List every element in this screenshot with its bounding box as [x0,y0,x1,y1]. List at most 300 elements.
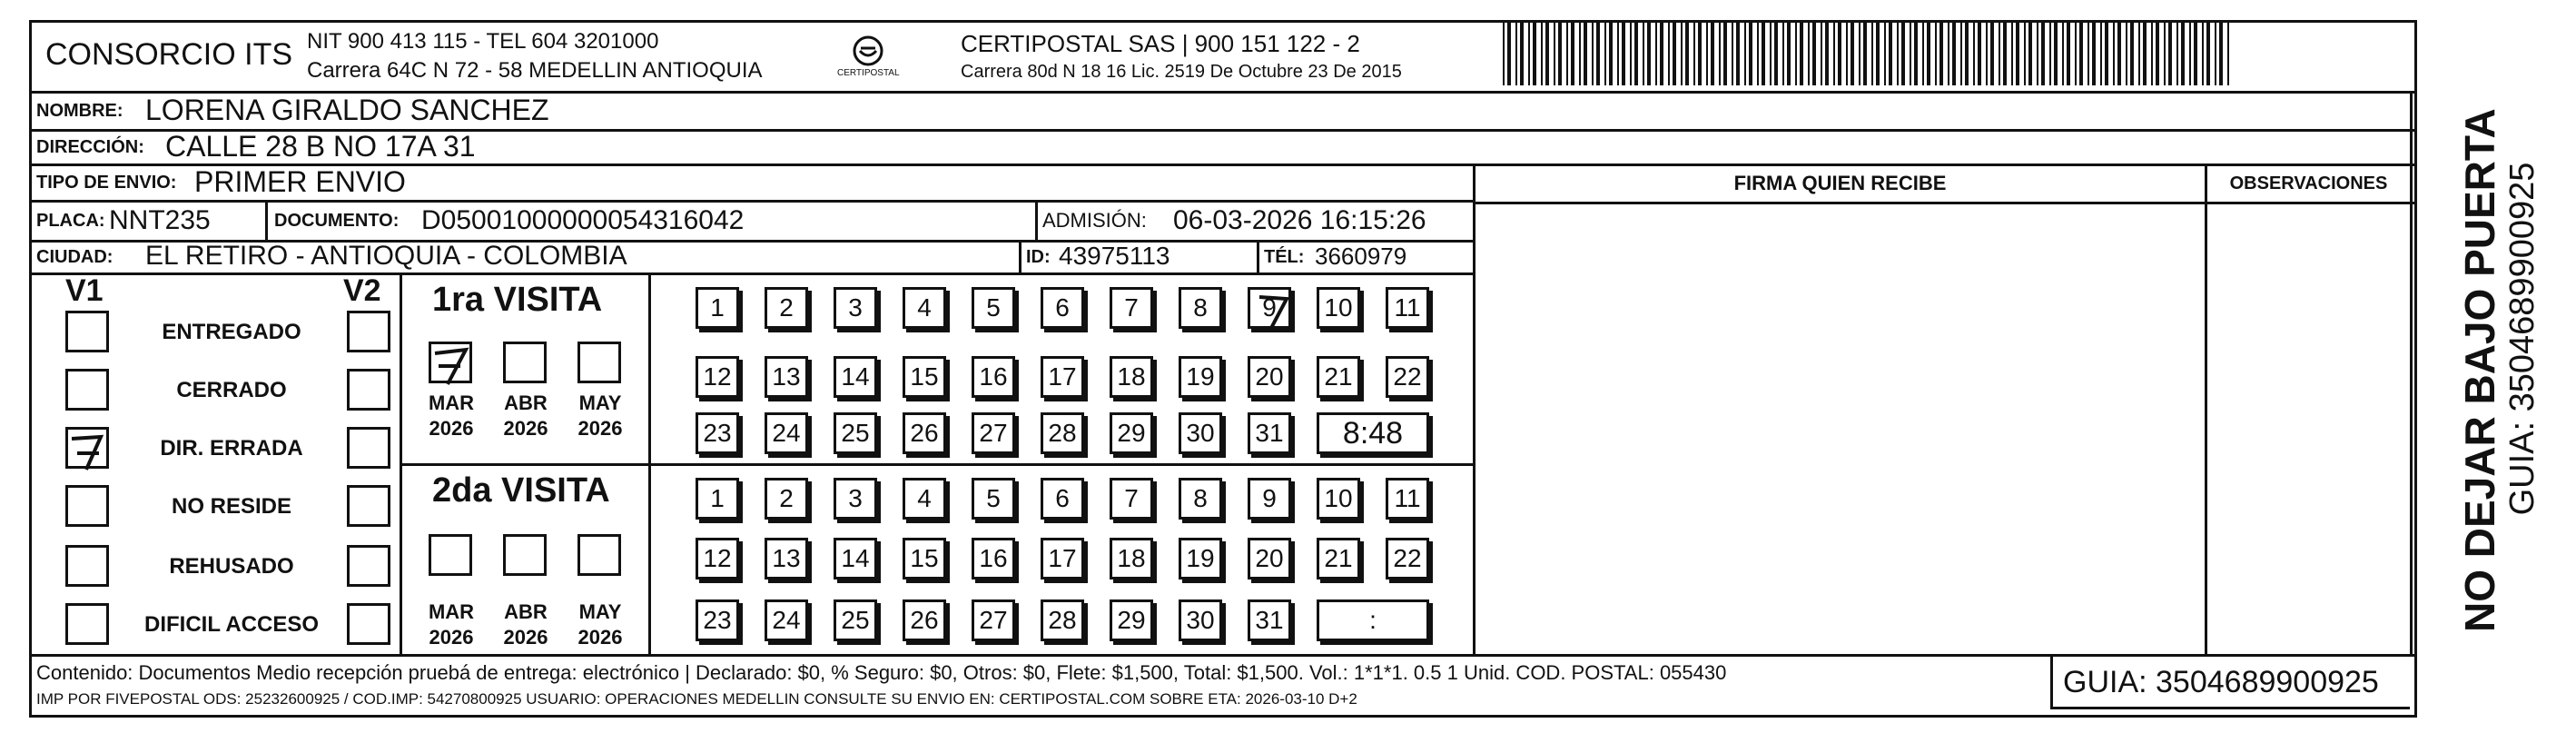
ciudad-value: EL RETIRO - ANTIOQUIA - COLOMBIA [145,241,627,271]
day-number: 4 [917,484,932,512]
row-divider [29,272,1473,275]
day-box[interactable] [1248,412,1291,454]
day-box[interactable] [1041,478,1084,520]
barcode-bar [2075,20,2077,85]
day-box[interactable] [972,356,1015,398]
day-box[interactable] [834,599,877,641]
day-box[interactable] [765,412,808,454]
barcode-bar [1884,20,1886,85]
footer-guia-divider [2050,654,2053,708]
admision-label: ADMISIÓN: [1042,209,1147,232]
barcode-bar [2011,20,2013,85]
status-label: NO RESIDE [171,494,292,519]
v2-checkbox[interactable] [347,311,390,352]
barcode-bar [1808,20,1810,85]
barcode-bar [1507,20,1511,85]
placa-value: NNT235 [109,205,211,235]
observaciones-header: OBSERVACIONES [2229,173,2388,193]
v2-header: V2 [343,274,381,307]
barcode-bar [2227,20,2229,85]
barcode-bar [1901,20,1905,85]
v2-checkbox[interactable] [347,603,390,645]
barcode-bar [1774,20,1778,85]
month-year: 2026 [577,626,623,649]
placa-label: PLACA: [36,210,105,231]
barcode-bar [1821,20,1822,85]
day-box[interactable] [696,599,739,641]
barcode-bar [1825,20,1829,85]
nombre-value: LORENA GIRALDO SANCHEZ [145,93,549,126]
day-number: 23 [703,606,732,634]
firma-header: FIRMA QUIEN RECIBE [1733,172,1947,194]
barcode-bar [1545,20,1549,85]
day-box[interactable] [765,599,808,641]
barcode-bar [1965,20,1969,85]
barcode-bar [1889,20,1892,85]
day-number: 12 [703,544,732,572]
v2-checkbox[interactable] [347,427,390,469]
day-number: 29 [1117,419,1146,447]
v2-checkbox[interactable] [347,369,390,411]
barcode-bar [1685,20,1689,85]
day-number: 31 [1255,606,1284,634]
day-box[interactable] [1179,287,1222,329]
day-number: 10 [1324,293,1353,322]
day-box[interactable] [972,599,1015,641]
barcode-bar [2168,20,2172,85]
month-name: ABR [504,391,548,414]
barcode-bar [1787,20,1791,85]
barcode-bar [1757,20,1759,85]
time-box[interactable]: 8:48 [1317,412,1429,454]
barcode-bar [2117,20,2121,85]
barcode-bar [1782,20,1784,85]
barcode-bar [1973,20,1975,85]
v1-checkbox[interactable] [65,369,109,411]
barcode-bar [1528,20,1530,85]
barcode-bar [2092,20,2096,85]
day-box[interactable] [1110,599,1153,641]
day-box[interactable] [1317,478,1360,520]
day-box[interactable] [1110,356,1153,398]
day-number: 24 [772,606,801,634]
day-box[interactable] [834,538,877,580]
barcode-bar [1859,20,1860,85]
barcode-bar [1749,20,1752,85]
day-box[interactable] [1248,478,1291,520]
status-label: DIR. ERRADA [160,436,303,461]
day-number: 1 [710,484,725,512]
barcode-bar [1515,20,1517,85]
month-checkbox[interactable] [577,534,621,576]
day-number: 8 [1193,293,1208,322]
barcode-bar [1999,20,2000,85]
day-box[interactable] [834,287,877,329]
barcode-bar [2067,20,2070,85]
day-number: 6 [1055,484,1070,512]
day-box[interactable] [1386,356,1429,398]
day-number: 31 [1255,419,1284,447]
day-number: 3 [848,484,863,512]
barcode-bar [2219,20,2223,85]
day-number: 8 [1193,484,1208,512]
day-box[interactable] [903,356,946,398]
month-name: MAY [578,600,622,623]
day-box[interactable] [1041,412,1084,454]
barcode-bar [1558,20,1562,85]
barcode-bar [1533,20,1536,85]
barcode-bar [1566,20,1568,85]
month-year: 2026 [503,417,548,440]
day-number: 18 [1117,544,1146,572]
v2-checkbox[interactable] [347,485,390,527]
v2-checkbox[interactable] [347,545,390,587]
day-number: 17 [1048,544,1077,572]
status-label: DIFICIL ACCESO [143,612,319,637]
day-box[interactable] [765,538,808,580]
month-checkbox[interactable] [429,534,472,576]
barcode-bar [1604,20,1606,85]
v1-checkbox[interactable] [65,311,109,352]
barcode-bar [2037,20,2038,85]
status-label: REHUSADO [169,554,294,579]
barcode-bar [1897,20,1899,85]
day-number: 25 [841,606,870,634]
barcode-bar [1986,20,1988,85]
day-box[interactable] [1317,538,1360,580]
day-number: 17 [1048,362,1077,391]
day-number: 5 [986,293,1001,322]
month-checkbox[interactable] [577,342,621,383]
barcode-bar [1876,20,1880,85]
month-label [494,391,558,441]
barcode-bar [1660,20,1663,85]
day-box[interactable] [696,356,739,398]
barcode-bar [1762,20,1765,85]
day-number: 15 [910,544,939,572]
v1-header: V1 [65,274,104,307]
day-box[interactable] [1248,538,1291,580]
day-box[interactable] [1179,599,1222,641]
barcode-bar [1990,20,1994,85]
v1-checkbox[interactable] [65,603,109,645]
day-box[interactable] [834,356,877,398]
documento-label: DOCUMENTO: [274,210,400,231]
barcode-bar [1871,20,1873,85]
day-box[interactable] [1179,412,1222,454]
barcode-bar [1927,20,1930,85]
id-value: 43975113 [1059,242,1170,270]
day-number: 24 [772,419,801,447]
day-box[interactable] [972,478,1015,520]
barcode-bar [1770,20,1772,85]
day-box[interactable] [1317,287,1360,329]
barcode-bar [1634,20,1638,85]
barcode-bar [2202,20,2204,85]
month-year: 2026 [429,626,474,649]
barcode-bar [1706,20,1708,85]
time-box[interactable]: : [1317,599,1429,641]
barcode-bar [1681,20,1683,85]
barcode-bar [2105,20,2108,85]
barcode-bar [1922,20,1924,85]
barcode-bar [2054,20,2058,85]
barcode-bar [2194,20,2197,85]
day-box[interactable] [1041,287,1084,329]
day-number: 5 [986,484,1001,512]
day-box[interactable] [696,287,739,329]
direccion-label: DIRECCIÓN: [36,136,144,157]
month-label [419,599,483,650]
barcode-bar [1643,20,1644,85]
barcode-bar [1833,20,1835,85]
v1-checkbox[interactable] [65,485,109,527]
day-number: 2 [779,484,794,512]
id-divider [1019,240,1022,272]
day-number: 1 [710,293,725,322]
day-number: 22 [1393,362,1422,391]
placa-divider [265,200,268,240]
footer-imp: IMP POR FIVEPOSTAL ODS: 25232600925 / COD.IMP: 54270800925 USUARIO: OPERACIONES MEDELLIN CONSULTE SU ENVIO EN: CERTIPOSTAL.COM SOBRE ETA: 2026-03-10 D+2 [36,690,1357,708]
day-box[interactable] [1386,478,1429,520]
barcode-bar [1554,20,1555,85]
day-number: 14 [841,544,870,572]
barcode-bar [1960,20,1962,85]
handwritten-mark-icon [431,344,475,386]
day-box[interactable] [1179,538,1222,580]
barcode-bar [1812,20,1816,85]
barcode-bar [2041,20,2045,85]
barcode-bar [1732,20,1733,85]
day-box[interactable] [696,478,739,520]
barcode-bar [1952,20,1956,85]
barcode-bar [2062,20,2064,85]
day-number: 30 [1186,606,1215,634]
barcode-bar [2189,20,2191,85]
documento-value: D05001000000054316042 [421,205,745,235]
day-box[interactable] [972,538,1015,580]
month-name: ABR [504,600,548,623]
day-number: 13 [772,362,801,391]
day-box[interactable] [834,478,877,520]
day-box[interactable] [696,538,739,580]
barcode-bar [1723,20,1727,85]
day-box[interactable] [696,412,739,454]
barcode-bar [1851,20,1854,85]
barcode-bar [1609,20,1613,85]
day-box[interactable] [903,412,946,454]
month-name: MAR [428,391,475,414]
day-box[interactable] [972,287,1015,329]
day-number: 21 [1324,544,1353,572]
month-label [568,391,632,441]
day-box[interactable] [1041,356,1084,398]
company-name: CONSORCIO ITS [45,36,293,72]
day-number: 6 [1055,293,1070,322]
month-name: MAR [428,600,475,623]
row-divider [29,654,2417,657]
day-number: 13 [772,544,801,572]
day-box[interactable] [1248,599,1291,641]
barcode-bar [1698,20,1702,85]
day-box[interactable] [1179,356,1222,398]
admision-value: 06-03-2026 16:15:26 [1173,205,1426,235]
day-number: 3 [848,293,863,322]
barcode-bar [1935,20,1937,85]
barcode-bar [1541,20,1543,85]
barcode-bar [1719,20,1721,85]
day-number: 25 [841,419,870,447]
day-box[interactable] [1317,356,1360,398]
barcode-bar [2215,20,2216,85]
barcode-bar [1571,20,1574,85]
v1-checkbox[interactable] [65,545,109,587]
barcode-bar [2138,20,2140,85]
barcode-bar [1795,20,1797,85]
barcode-bar [1668,20,1670,85]
day-number: 19 [1186,362,1215,391]
day-box[interactable] [1248,356,1291,398]
day-box[interactable] [1386,287,1429,329]
barcode-bar [2126,20,2127,85]
tel-label: TÉL: [1264,246,1305,267]
company-details-2: Carrera 64C N 72 - 58 MEDELLIN ANTIOQUIA [307,58,763,83]
side-panel-border [2410,91,2413,654]
barcode-bar [2028,20,2032,85]
day-number: 12 [703,362,732,391]
admision-divider [1035,200,1038,240]
day-box[interactable] [1110,478,1153,520]
barcode-bar [1592,20,1594,85]
visit-row-divider [400,463,1473,466]
barcode-bar [1948,20,1949,85]
day-box[interactable] [903,478,946,520]
tipo-envio-value: PRIMER ENVIO [194,164,406,198]
footer-content: Contenido: Documentos Medio recepción pruebá de entrega: electrónico | Declarado: $0, % Seguro: $0, Otros: $0, Flete: $1,500, Total: $1,500. Vol.: 1*1*1. 0.5 1 Unid. COD. POSTAL: 055430 [36,661,1727,684]
day-box[interactable] [765,287,808,329]
day-number: 9 [1262,484,1277,512]
day-number: 27 [979,606,1008,634]
direccion-value: CALLE 28 B NO 17A 31 [165,129,476,163]
day-box[interactable] [903,287,946,329]
day-number: 16 [979,362,1008,391]
barcode-bar [2151,20,2153,85]
month-name: MAY [578,391,622,414]
day-box[interactable] [903,599,946,641]
ciudad-label: CIUDAD: [36,246,114,267]
side-guia-text: GUIA: 3504689900925 [2503,162,2541,516]
day-number: 2 [779,293,794,322]
day-number: 29 [1117,606,1146,634]
barcode-bar [2130,20,2134,85]
barcode-bar [2181,20,2185,85]
day-box[interactable] [1386,538,1429,580]
day-number: 22 [1393,544,1422,572]
day-box[interactable] [765,478,808,520]
month-label [419,391,483,441]
barcode-bar [1596,20,1600,85]
barcode-bar [1978,20,1981,85]
day-number: 11 [1394,293,1421,322]
row-divider [1473,202,2417,204]
day-box[interactable] [972,412,1015,454]
id-label: ID: [1026,246,1051,267]
no-dejar-text: NO DEJAR BAJO PUERTA [2456,108,2503,632]
barcode-bar [2206,20,2210,85]
barcode-bar [2016,20,2019,85]
month-checkbox[interactable] [503,534,547,576]
v1-checkbox[interactable] [65,427,109,469]
tipo-envio-label: TIPO DE ENVIO: [36,172,177,193]
barcode-bar [1647,20,1651,85]
side-notice [2415,109,2551,654]
month-checkbox[interactable] [429,342,472,383]
handwritten-mark-icon [1250,290,1294,332]
barcode-bar [1744,20,1746,85]
day-number: 7 [1124,293,1139,322]
barcode-bar [1863,20,1867,85]
day-box[interactable] [1248,287,1291,329]
barcode-bar [2176,20,2178,85]
day-number: 14 [841,362,870,391]
day-box[interactable] [1110,287,1153,329]
status-label: CERRADO [176,378,287,402]
barcode-bar [1503,20,1505,85]
day-box[interactable] [1110,412,1153,454]
month-checkbox[interactable] [503,342,547,383]
company-details-1: NIT 900 413 115 - TEL 604 3201000 [307,29,659,54]
barcode-bar [2003,20,2007,85]
barcode [1503,20,2236,85]
tel-value: 3660979 [1315,242,1407,270]
day-number: 27 [979,419,1008,447]
day-box[interactable] [1179,478,1222,520]
day-number: 19 [1186,544,1215,572]
handwritten-mark-icon [68,430,112,471]
day-box[interactable] [765,356,808,398]
barcode-bar [1846,20,1848,85]
footer-guia-box-border [2050,707,2410,709]
barcode-bar [1630,20,1632,85]
carrier-line-2: Carrera 80d N 18 16 Lic. 2519 De Octubre 23 De 2015 [961,61,1402,82]
logo-caption: CERTIPOSTAL [837,67,900,78]
barcode-bar [2156,20,2159,85]
barcode-bar [2049,20,2051,85]
barcode-bar [2100,20,2102,85]
day-number: 15 [910,362,939,391]
day-number: 26 [910,606,939,634]
barcode-bar [1617,20,1619,85]
month-year: 2026 [429,417,474,440]
day-number: 30 [1186,419,1215,447]
barcode-bar [2024,20,2026,85]
day-number: 20 [1255,362,1284,391]
day-box[interactable] [903,538,946,580]
day-box[interactable] [1110,538,1153,580]
day-box[interactable] [1041,599,1084,641]
day-box[interactable] [1041,538,1084,580]
barcode-bar [1622,20,1625,85]
day-box[interactable] [834,412,877,454]
barcode-bar [1800,20,1803,85]
status-label: ENTREGADO [162,320,301,344]
barcode-bar [1673,20,1676,85]
nombre-label: NOMBRE: [36,100,123,121]
barcode-bar [1693,20,1695,85]
carrier-line-1: CERTIPOSTAL SAS | 900 151 122 - 2 [961,29,1360,57]
observaciones-left-border [2205,163,2207,654]
first-visit-title: 1ra VISITA [432,280,603,319]
